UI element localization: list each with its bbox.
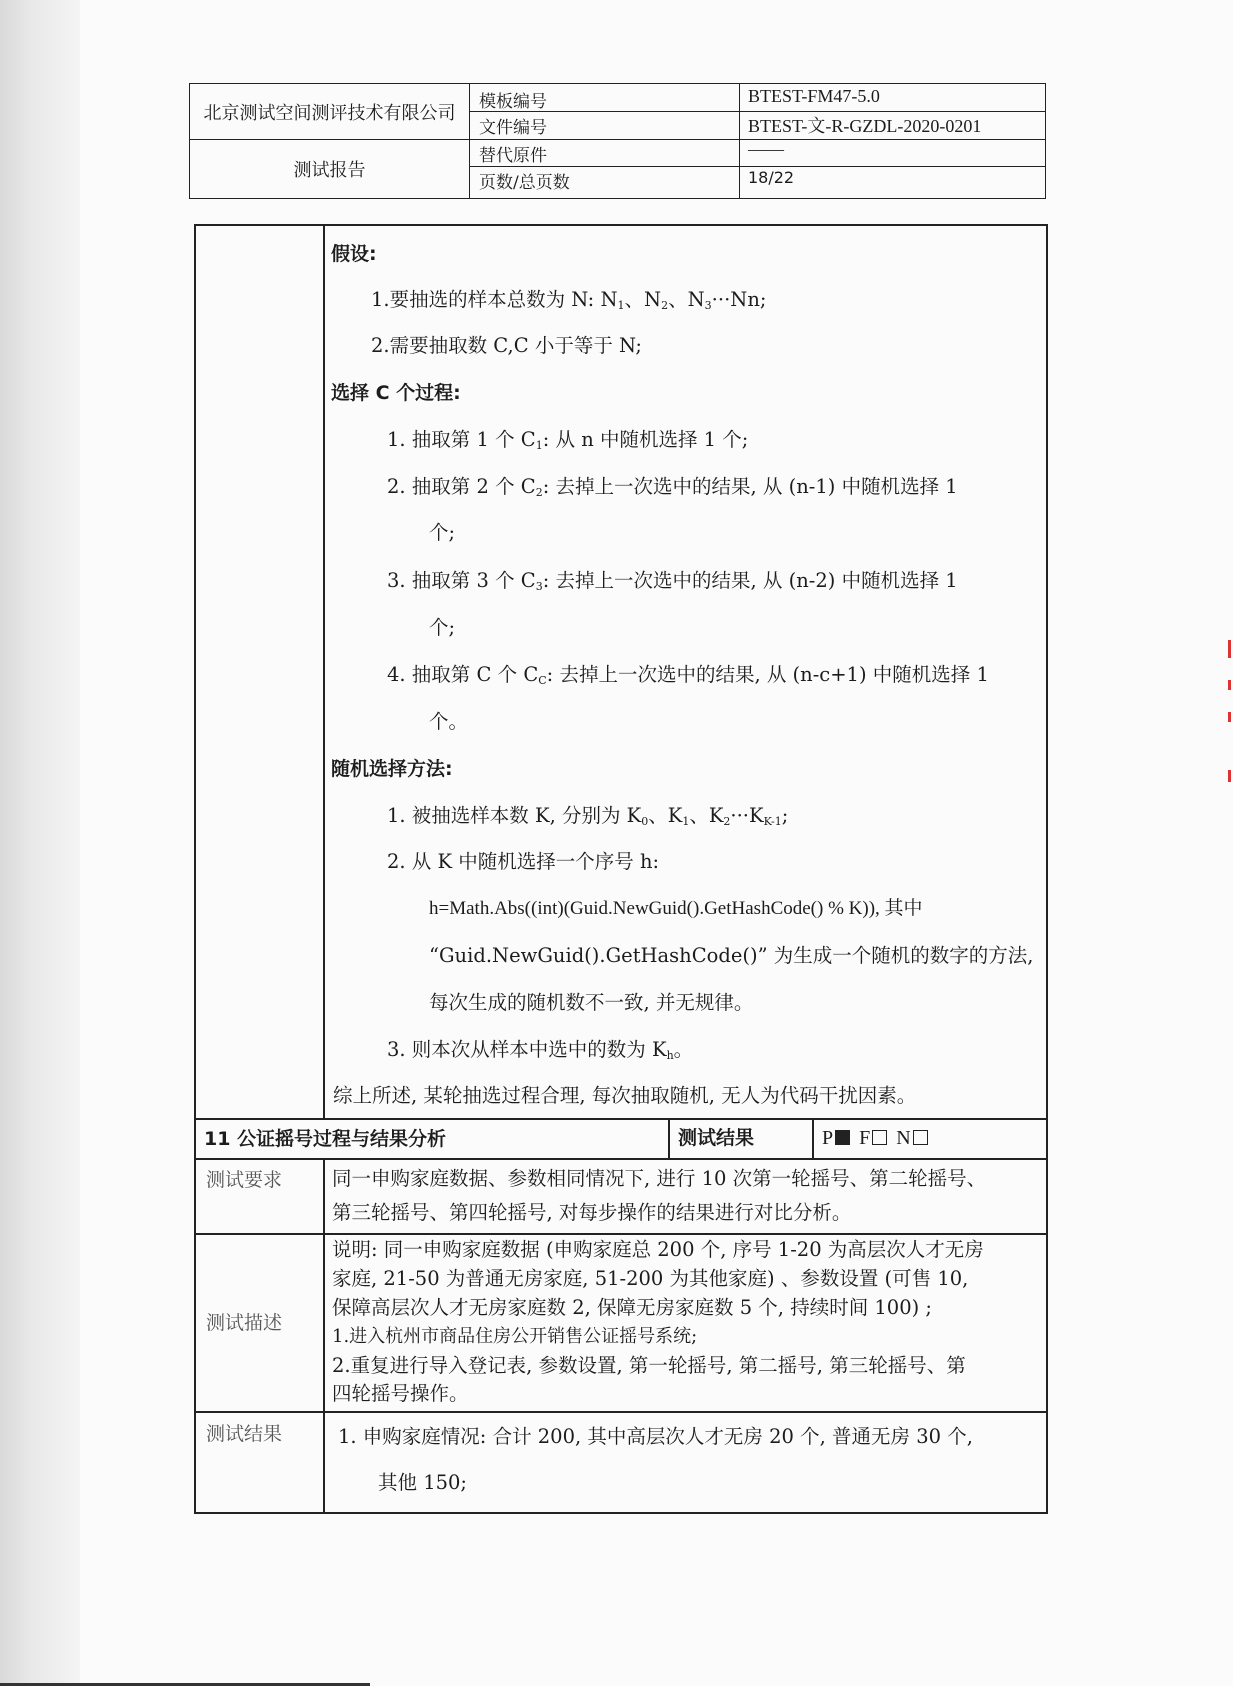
- select-step-4-cont: 个。: [429, 710, 469, 733]
- random-step-1: 1. 被抽选样本数 K, 分别为 $K_0$、$K_1$、$K_2\cdot\cdot\cdot K_{K-1}$;: [387, 804, 789, 828]
- main-table: [194, 224, 1048, 1514]
- company-name: 北京测试空间测评技术有限公司: [203, 103, 456, 124]
- assume-item-2: 2.需要抽取数 C,C 小于等于 N;: [371, 334, 642, 357]
- binding-shadow: [0, 0, 80, 1686]
- n-checkbox[interactable]: [913, 1130, 928, 1145]
- formula-note: “Guid.NewGuid().GetHashCode()” 为生成一个随机的数字的方法,: [429, 944, 1034, 967]
- section11-title: 11 公证摇号过程与结果分析: [204, 1128, 447, 1150]
- summary: 综上所述, 某轮抽选过程合理, 每次抽取随机, 无人为代码干扰因素。: [333, 1084, 917, 1107]
- replace-label: 替代原件: [479, 146, 547, 166]
- replace-value: ——: [748, 139, 784, 159]
- req-line-1: 同一申购家庭数据、参数相同情况下, 进行 10 次第一轮摇号、第二轮摇号、: [332, 1167, 987, 1190]
- f-label: F: [859, 1127, 871, 1149]
- desc-line-5: 2.重复进行导入登记表, 参数设置, 第一轮摇号, 第二摇号, 第三轮摇号、第: [332, 1354, 966, 1377]
- random-step-3: 3. 则本次从样本中选中的数为 $K_h$。: [387, 1038, 694, 1062]
- doc-no-value: BTEST-文-R-GZDL-2020-0201: [748, 116, 982, 136]
- pages-label: 页数/总页数: [479, 173, 570, 193]
- select-step-1: 1. 抽取第 1 个 $C_1$: 从 n 中随机选择 1 个;: [387, 428, 749, 452]
- n-label: N: [896, 1127, 911, 1149]
- pages-value: 18/22: [748, 168, 795, 187]
- select-step-2: 2. 抽取第 2 个 $C_2$: 去掉上一次选中的结果, 从 (n-1) 中随机选择 1: [387, 475, 958, 499]
- assume-title: 假设:: [331, 243, 377, 265]
- result-row-label: 测试结果: [206, 1423, 283, 1445]
- template-no-label: 模板编号: [479, 92, 547, 112]
- edge-mark: [1228, 680, 1231, 690]
- desc-line-6: 四轮摇号操作。: [332, 1382, 469, 1405]
- desc-label: 测试描述: [206, 1312, 283, 1334]
- random-title: 随机选择方法:: [331, 758, 453, 780]
- desc-line-3: 保障高层次人才无房家庭数 2, 保障无房家庭数 5 个, 持续时间 100) ;: [332, 1296, 932, 1319]
- result-line-2: 其他 150;: [378, 1471, 467, 1494]
- desc-line-1: 说明: 同一申购家庭数据 (申购家庭总 200 个, 序号 1-20 为高层次人才无房: [332, 1238, 984, 1261]
- formula: h=Math.Abs((int)(Guid.NewGuid().GetHashCode() % K)), 其中: [429, 898, 923, 919]
- req-label: 测试要求: [206, 1169, 283, 1191]
- f-checkbox[interactable]: [872, 1130, 887, 1145]
- header-table: [189, 83, 1046, 199]
- pfn-checkboxes: [822, 1126, 932, 1150]
- select-step-4: 4. 抽取第 C 个 $C_C$: 去掉上一次选中的结果, 从 (n-c+1) 中随机选择 1: [387, 663, 989, 687]
- edge-mark: [1228, 640, 1231, 658]
- edge-mark: [1228, 712, 1231, 722]
- select-title: 选择 C 个过程:: [331, 382, 461, 404]
- select-step-2-cont: 个;: [429, 521, 456, 544]
- select-step-3-cont: 个;: [429, 616, 456, 639]
- doc-no-label: 文件编号: [479, 118, 547, 138]
- p-checkbox[interactable]: [835, 1130, 850, 1145]
- test-result-label: 测试结果: [678, 1127, 755, 1149]
- desc-line-2: 家庭, 21-50 为普通无房家庭, 51-200 为其他家庭) 、参数设置 (可售 10,: [332, 1267, 969, 1290]
- p-label: P: [822, 1127, 834, 1149]
- template-no-value: BTEST-FM47-5.0: [748, 86, 880, 106]
- report-title: 测试报告: [293, 160, 366, 181]
- req-line-2: 第三轮摇号、第四轮摇号, 对每步操作的结果进行对比分析。: [332, 1201, 852, 1224]
- edge-mark: [1228, 770, 1231, 782]
- random-step-2: 2. 从 K 中随机选择一个序号 h:: [387, 850, 660, 873]
- result-line-1: 1. 申购家庭情况: 合计 200, 其中高层次人才无房 20 个, 普通无房 30 个,: [338, 1425, 973, 1448]
- formula-note-2: 每次生成的随机数不一致, 并无规律。: [429, 991, 754, 1014]
- assume-item-1: 1.要抽选的样本总数为 N: $N_1$、$N_2$、$N_3\cdot\cdot\cdot Nn$;: [371, 288, 767, 312]
- desc-line-4: 1.进入杭州市商品住房公开销售公证摇号系统;: [332, 1326, 698, 1347]
- select-step-3: 3. 抽取第 3 个 $C_3$: 去掉上一次选中的结果, 从 (n-2) 中随机选择 1: [387, 569, 958, 593]
